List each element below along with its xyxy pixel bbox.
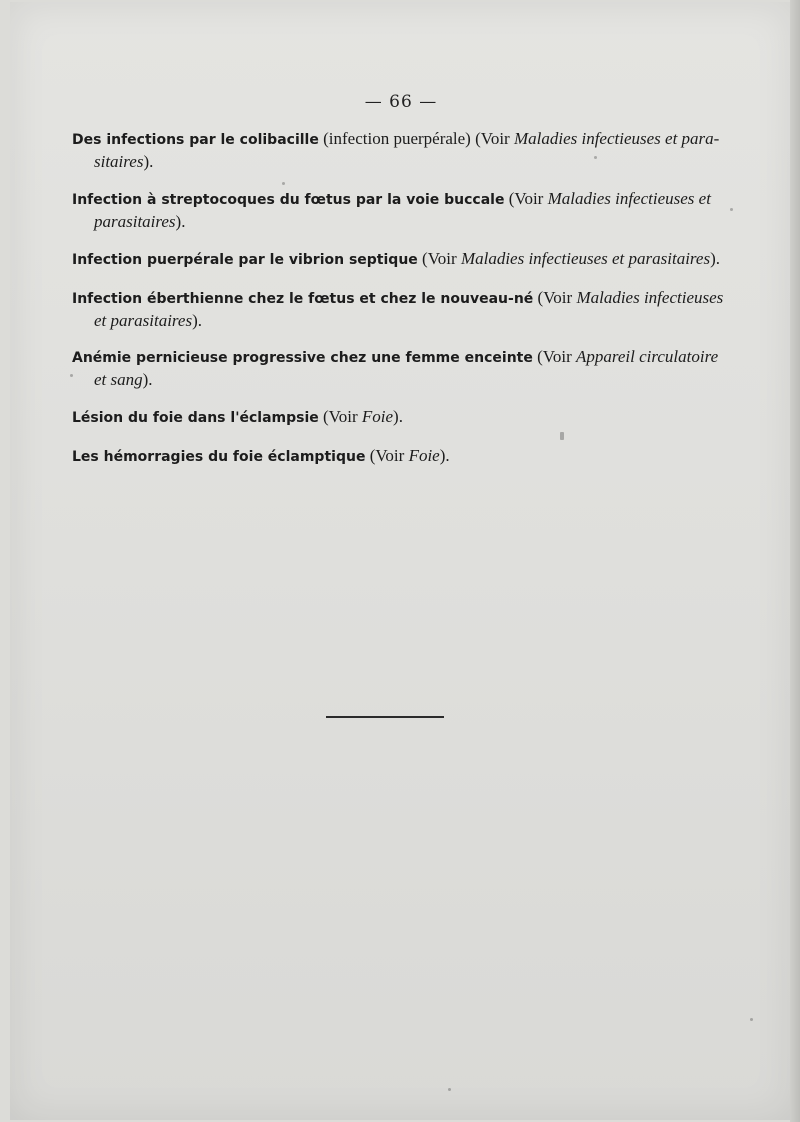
paper-speck	[448, 1088, 451, 1091]
entry-tail: ).	[393, 407, 403, 426]
paper-speck	[730, 208, 733, 211]
page-number: — 66 —	[364, 92, 438, 112]
entry-reference: Maladies infectieuses et parasitaires	[94, 189, 711, 231]
entry-tail: ).	[710, 249, 720, 268]
entry-text: (Voir	[365, 446, 409, 465]
entry-text: (Voir	[417, 249, 461, 268]
paper-speck	[594, 156, 597, 159]
entry-tail: ).	[142, 370, 153, 389]
end-rule	[326, 716, 444, 718]
entry-hemorragies-foie	[72, 445, 734, 468]
entry-heading: Des infections par le colibacille	[72, 132, 319, 148]
entry-tail: ).	[143, 152, 154, 171]
entry-reference: Maladies infectieuses et para-sitaires	[94, 129, 720, 171]
paper-speck	[560, 432, 564, 440]
entry-text: (Voir	[318, 407, 362, 426]
paper-speck	[750, 1018, 753, 1021]
entry-reference: Maladies infectieuses et parasitaires	[94, 288, 724, 330]
entry-heading: Lésion du foie dans l'éclampsie	[72, 410, 319, 426]
entry-heading: Les hémorragies du foie éclamptique	[72, 449, 366, 465]
entry-text: (Voir	[533, 288, 577, 307]
scanned-page	[10, 2, 792, 1120]
entry-tail: ).	[192, 311, 202, 330]
paper-speck	[282, 182, 285, 185]
entry-heading: Infection puerpérale par le vibrion septique	[72, 252, 418, 268]
entry-vibrion-septique	[72, 248, 734, 271]
entry-text: (Voir	[504, 189, 548, 208]
entry-reference: Foie	[361, 407, 394, 426]
entry-heading: Infection à streptocoques du fœtus par la voie buccale	[72, 192, 505, 208]
entry-heading: Anémie pernicieuse progressive chez une femme enceinte	[72, 350, 533, 366]
entry-tail: ).	[175, 212, 186, 231]
entry-reference: Appareil circulatoire et sang	[94, 347, 719, 389]
entry-text: (infection puerpérale) (Voir	[318, 129, 514, 148]
entry-colibacille	[72, 128, 734, 173]
entry-streptocoques	[72, 188, 734, 233]
entry-tail: ).	[439, 446, 450, 465]
entry-reference: Foie	[408, 446, 440, 465]
paper-speck	[70, 374, 73, 377]
entry-reference: Maladies infectieuses et parasitaires	[460, 249, 711, 268]
entry-text: (Voir	[532, 347, 576, 366]
page-edge	[790, 0, 800, 1122]
entry-eberthienne	[72, 287, 734, 332]
entry-heading: Infection éberthienne chez le fœtus et chez le nouveau-né	[72, 291, 534, 307]
entry-anemie	[72, 346, 734, 391]
entry-lesion-foie	[72, 406, 734, 429]
